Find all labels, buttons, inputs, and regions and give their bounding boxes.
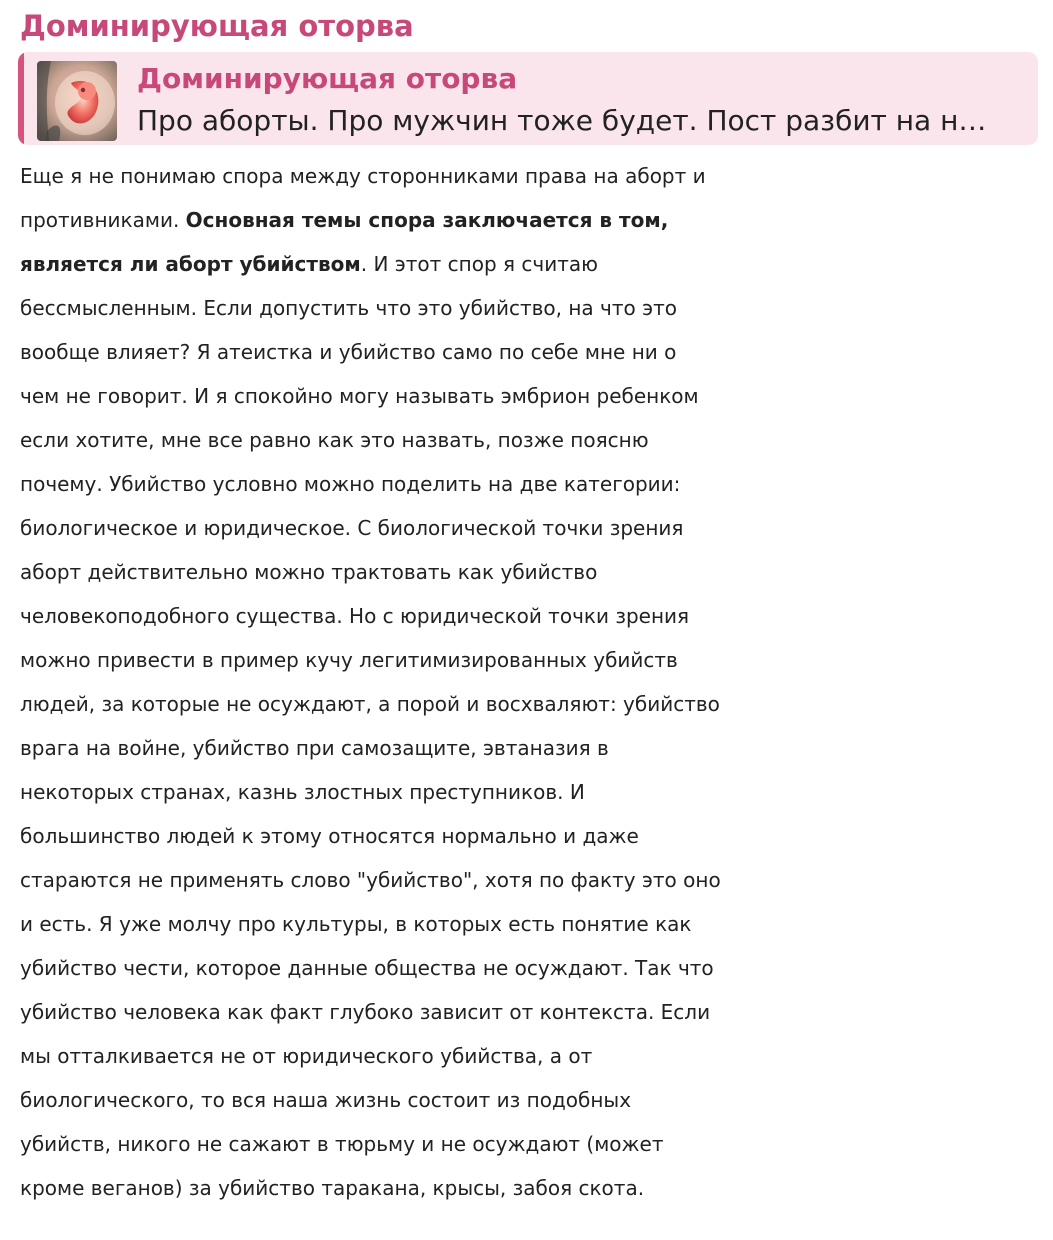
body-line: [20, 814, 1040, 858]
text-segment: противниками.: [20, 208, 186, 232]
text-segment: стараются не применять слово "убийство", хотя по факту это оно: [20, 868, 721, 892]
text-segment: аборт действительно можно трактовать как убийство: [20, 560, 598, 584]
text-segment: кроме веганов) за убийство таракана, крысы, забоя скота.: [20, 1176, 645, 1200]
text-segment: биологического, то вся наша жизнь состоит из подобных: [20, 1088, 632, 1112]
body-line: [20, 990, 1040, 1034]
body-line: [20, 374, 1040, 418]
bold-text: Основная темы спора заключается в том,: [185, 208, 669, 232]
text-segment: и есть. Я уже молчу про культуры, в которых есть понятие как: [20, 912, 692, 936]
text-segment: врага на войне, убийство при самозащите, эвтаназия в: [20, 736, 609, 760]
text-segment: . И этот спор я считаю: [360, 252, 598, 276]
text-segment: некоторых странах, казнь злостных преступников. И: [20, 780, 585, 804]
body-line: [20, 902, 1040, 946]
body-line: [20, 1122, 1040, 1166]
text-segment: мы отталкивается не от юридического убийства, а от: [20, 1044, 593, 1068]
reply-author-name: Доминирующая оторва: [137, 62, 518, 95]
reply-preview-text: Про аборты. Про мужчин тоже будет. Пост разбит на н…: [137, 104, 987, 137]
body-line: [20, 682, 1040, 726]
text-segment: убийство человека как факт глубоко зависит от контекста. Если: [20, 1000, 711, 1024]
body-line: [20, 946, 1040, 990]
body-line: [20, 242, 1040, 286]
text-segment: вообще влияет? Я атеистка и убийство само по себе мне ни о: [20, 340, 677, 364]
body-line: [20, 286, 1040, 330]
text-segment: бессмысленным. Если допустить что это убийство, на что это: [20, 296, 677, 320]
text-segment: убийство чести, которое данные общества не осуждают. Так что: [20, 956, 714, 980]
body-line: [20, 506, 1040, 550]
body-line: [20, 154, 1040, 198]
body-line: [20, 638, 1040, 682]
body-line: [20, 1034, 1040, 1078]
body-line: [20, 330, 1040, 374]
author-name[interactable]: Доминирующая оторва: [20, 9, 414, 43]
text-segment: Еще я не понимаю спора между сторонниками права на аборт и: [20, 164, 706, 188]
text-segment: почему. Убийство условно можно поделить на две категории:: [20, 472, 681, 496]
body-line: [20, 726, 1040, 770]
body-line: [20, 858, 1040, 902]
text-segment: человекоподобного существа. Но с юридической точки зрения: [20, 604, 690, 628]
reply-quote[interactable]: [18, 52, 1038, 145]
body-line: [20, 1166, 1040, 1210]
text-segment: убийств, никого не сажают в тюрьму и не осуждают (может: [20, 1132, 664, 1156]
text-segment: биологическое и юридическое. С биологической точки зрения: [20, 516, 684, 540]
message-body: [20, 154, 1040, 1210]
body-line: [20, 462, 1040, 506]
body-line: [20, 594, 1040, 638]
reply-accent-bar: [18, 52, 24, 145]
body-line: [20, 770, 1040, 814]
embryo-photo-icon: [37, 61, 117, 141]
body-line: [20, 198, 1040, 242]
body-line: [20, 1078, 1040, 1122]
bold-text: является ли аборт убийством: [20, 252, 361, 276]
body-line: [20, 550, 1040, 594]
text-segment: людей, за которые не осуждают, а порой и восхваляют: убийство: [20, 692, 720, 716]
text-segment: если хотите, мне все равно как это назвать, позже поясню: [20, 428, 649, 452]
text-segment: чем не говорит. И я спокойно могу называть эмбрион ребенком: [20, 384, 699, 408]
text-segment: можно привести в пример кучу легитимизированных убийств: [20, 648, 678, 672]
text-segment: большинство людей к этому относятся нормально и даже: [20, 824, 639, 848]
body-line: [20, 418, 1040, 462]
